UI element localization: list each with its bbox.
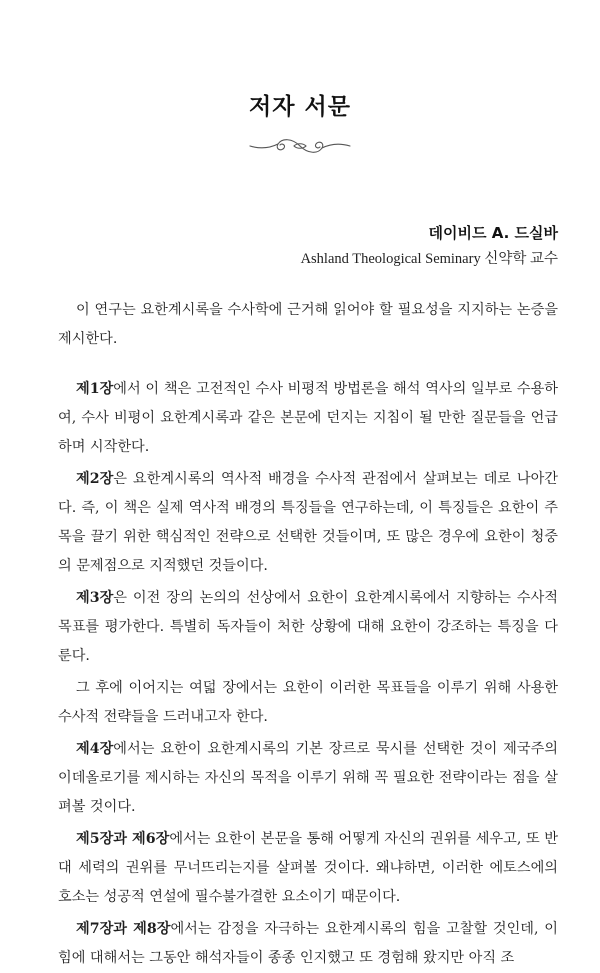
preface-body — [58, 296, 558, 973]
paragraph-text: 이 연구는 요한계시록을 수사학에 근거해 읽어야 할 필요성을 지지하는 논증을 제시한다. — [58, 302, 558, 347]
author-affiliation: Ashland Theological Seminary 신약학 교수 — [300, 251, 558, 267]
paragraph-text: 그 후에 이어지는 여덟 장에서는 요한이 이러한 목표들을 이루기 위해 사용한 수사적 전략들을 드러내고자 한다. — [58, 680, 558, 725]
author-name: 데이비드 A. 드실바 — [428, 224, 558, 242]
chapter-label: 제1장 — [76, 381, 114, 397]
paragraph-text: 은 요한계시록의 역사적 배경을 수사적 관점에서 살펴보는 데로 나아간다. 즉, 이 책은 실제 역사적 배경의 특징들을 연구하는데, 이 특징들은 요한이 주목을 끌기 위한 핵심적인 전략으로 선택한 것들이며, 또 많은 경우에 요한이 청중의 문제점으로 지적했던 것들이다. — [58, 471, 558, 574]
paragraph-eight-chapters — [58, 674, 558, 732]
paragraph-chapter3 — [58, 584, 558, 671]
paragraph-chapter4 — [58, 735, 558, 822]
paragraph-chapter5-6 — [58, 825, 558, 912]
paragraph-chapter1 — [58, 375, 558, 462]
author-info — [301, 222, 558, 271]
chapter-label: 제3장 — [76, 590, 114, 606]
paragraph-chapter2 — [58, 465, 558, 581]
chapter-label: 제4장 — [76, 741, 114, 757]
paragraph-intro — [58, 296, 558, 354]
paragraph-text: 에서는 감정을 자극하는 요한계시록의 힘을 고찰할 것인데, 이 힘에 대해서는 그동안 해석자들이 종종 인지했고 또 경험해 왔지만 아직 조 — [58, 921, 558, 966]
paragraph-spacer — [58, 354, 558, 375]
paragraph-chapter7-8 — [58, 915, 558, 973]
chapter-label: 제7장과 제8장 — [76, 921, 171, 937]
flourish-ornament-icon — [248, 134, 352, 158]
paragraph-text: 은 이전 장의 논의의 선상에서 요한이 요한계시록에서 지향하는 수사적 목표를 평가한다. 특별히 독자들이 처한 상황에 대해 요한이 강조하는 특징을 다룬다. — [58, 590, 558, 664]
paragraph-text: 에서는 요한이 본문을 통해 어떻게 자신의 권위를 세우고, 또 반대 세력의 권위를 무너뜨리는지를 살펴볼 것이다. 왜냐하면, 이러한 에토스에의 호소는 성공적 연설에 필수불가결한 요소이기 때문이다. — [58, 831, 558, 905]
page-title: 저자 서문 — [249, 94, 351, 120]
paragraph-text: 에서는 요한이 요한계시록의 기본 장르로 묵시를 선택한 것이 제국주의 이데올로기를 제시하는 자신의 목적을 이루기 위해 꼭 필요한 전략이라는 점을 살펴볼 것이다. — [58, 741, 558, 815]
chapter-label: 제2장 — [76, 471, 114, 487]
chapter-label: 제5장과 제6장 — [76, 831, 170, 847]
paragraph-text: 에서 이 책은 고전적인 수사 비평적 방법론을 해석 역사의 일부로 수용하여, 수사 비평이 요한계시록과 같은 본문에 던지는 지침이 될 만한 질문들을 언급하며 시작한다. — [58, 381, 558, 455]
